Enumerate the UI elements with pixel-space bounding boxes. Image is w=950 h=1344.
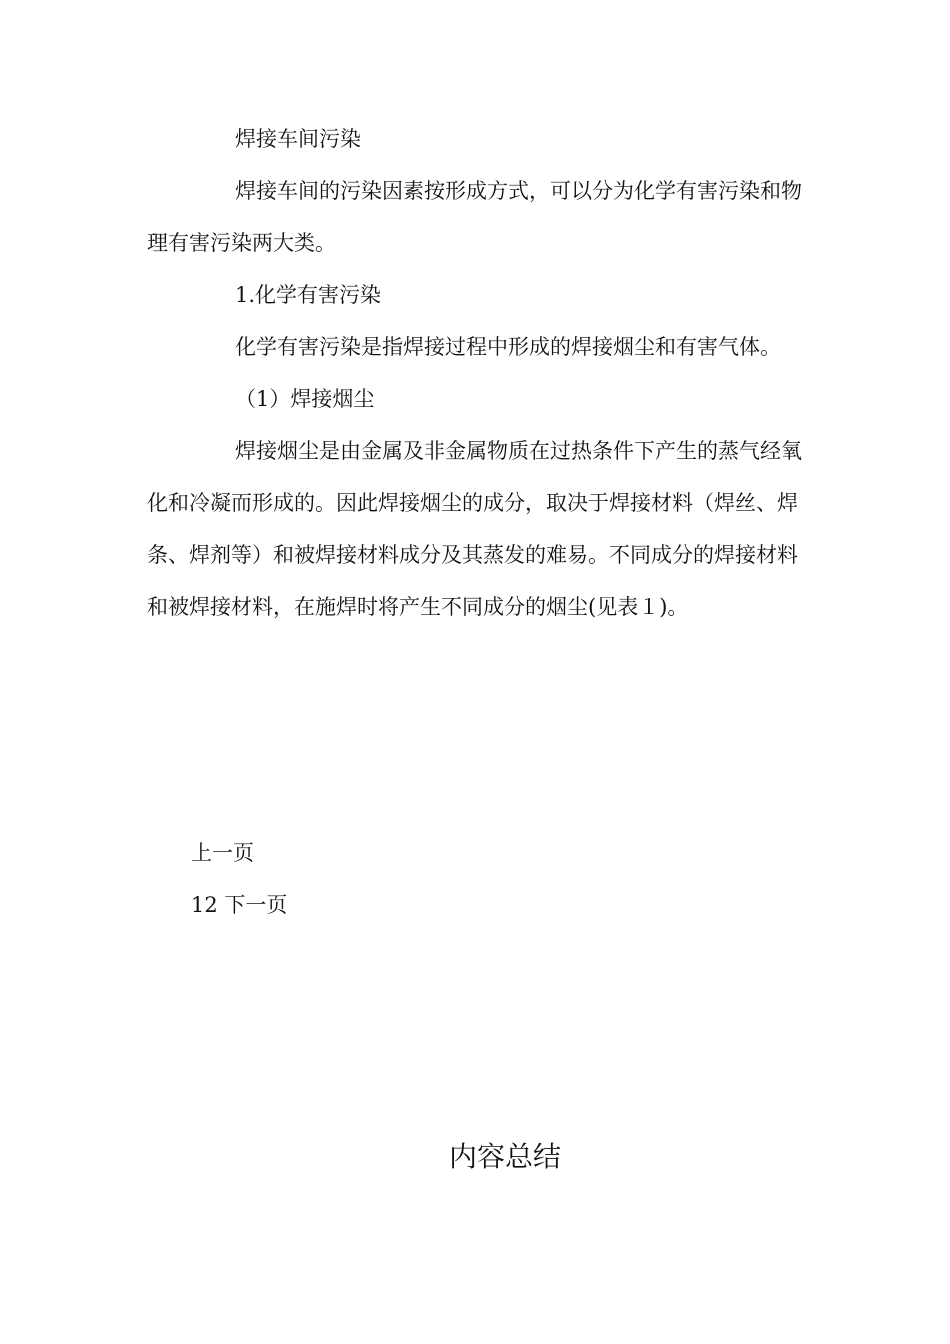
pagination (191, 827, 287, 931)
section-title: 1.化学有害污染 (235, 283, 382, 307)
prev-page-link[interactable]: 上一页 (191, 841, 254, 865)
subsection-title: （1）焊接烟尘 (235, 387, 375, 411)
article-heading: 焊接车间污染 (235, 127, 361, 151)
next-page-link[interactable]: 12 下一页 (191, 893, 288, 917)
summary-title: 内容总结 (448, 1140, 561, 1173)
subsection-paragraph: 焊接烟尘是由金属及非金属物质在过热条件下产生的蒸气经氧化和冷凝而形成的。因此焊接烟尘的成分，取决于焊接材料（焊丝、焊条、焊剂等）和被焊接材料成分及其蒸发的难易。不同成分的焊接材料和被焊接材料，在施焊时将产生不同成分的烟尘(见表１)。 (147, 439, 802, 619)
article-body (147, 113, 807, 633)
section-paragraph: 化学有害污染是指焊接过程中形成的焊接烟尘和有害气体。 (235, 335, 781, 359)
intro-paragraph: 焊接车间的污染因素按形成方式，可以分为化学有害污染和物理有害污染两大类。 (147, 179, 802, 255)
